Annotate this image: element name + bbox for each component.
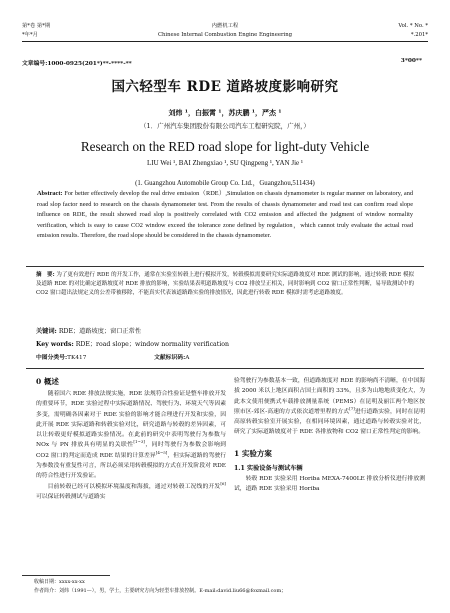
clc-value: TK417 [67,355,87,361]
footnote-received: 收稿日期：xxxx-xx-xx [34,579,85,585]
english-keywords-text: RDE；road slope；window normality verification [75,341,229,348]
english-abstract-label: Abstract: [37,190,63,197]
chinese-abstract-label: 摘 要: [36,272,55,278]
article-number: 文章编号:1000-0925(201*)**-****-** [22,61,132,67]
clc-label: 中图分类号: [36,355,68,361]
footnote-rule [22,575,110,576]
english-keywords [36,339,414,348]
header-journal-cn: 内燃机工程 [211,23,239,29]
chinese-abstract [36,271,414,299]
doc-code-label: 文献标识码: [154,355,186,361]
chinese-keywords-label: 关键词: [36,328,57,335]
overview-paragraph-1: 随着国六 RDE 排放法规实施，RDE 法规符合性验证是整车排放开发的重要环节，RDE 实验过程中实际道路情况、驾驶行为、环境天气等因素多变，需明确各因素对于 RDE 实验的影响才能合理进行开发和实验，因此开展 RDE 实际道路和转毂实验对比，研究道路与转毂的差异因素，可以让转毂更好模拟道路实验情况。在此前的研究中表明驾驶行为参数与 NOx 与 PN 排放具有明显的关联性[1~3]，同时驾驶行为参数会影响到 CO2 窗口的判定而造成 RDE 结果的计算差异[4~5]，但实际道路的驾驶行为参数没有重复性可言，所以必须采用转毂模拟的方式在开发阶段对 RDE 的符合性进行开发验证。 [36,391,226,480]
footnote-author-info: 作者简介：刘炜（1991—），男，学士，主要研究方向为轻型车排放控制。E-mail:david.liu66@foxmail.com； [34,588,287,594]
section-heading-overview: 0 概述 [36,377,59,386]
english-authors: LIU Wei ¹, BAI Zhengxiao ¹, SU Qingpeng ¹, YAN Jie ¹ [147,159,303,167]
chinese-authors: 刘炜 ¹，白振霄 ¹，苏庆鹏 ¹，严杰 ¹ [168,108,282,117]
citation-1-3: [1~3] [133,439,145,445]
chinese-keywords-text: RDE；道路坡度；窗口正常性 [58,328,142,335]
header-volume-en: Vol. * No. * [398,23,428,29]
header-rule [22,41,428,42]
section-heading-experiment: 1 实验方案 [234,448,272,458]
header-date-cn: *年*月 [22,32,38,38]
page-code: 3*00** [400,58,422,64]
equipment-paragraph: 转毂 RDE 实验采用 Horiba MEXA-7400LE 排放分析仪进行排放测试，道路 RDE 实验采用 Horiba [234,475,425,493]
header-date-en: *.201* [410,32,428,38]
right-column [234,376,425,494]
left-column [36,376,226,502]
citation-7: [7] [349,405,355,411]
doc-code-value: A [185,355,190,361]
overview-paragraph-continued: 验驾驶行为参数基本一致，但道路坡度对 RDE 的影响尚不清晰，在中国海拔 2000 米以上地区面积占国土面积的 33%，且多为山地地质变化大，为此本文使用便携式车载排放测量系统（PEMS）在昆明及丽江两个地区按照市区-郊区-高速的方式依次道增里程的方式[7]进行道路实验，同时在昆明高原转毂实验室开展实验，在相同环境因素，通过道路与转毂实验对比，研究了实际道路坡度对于 RDE 各排放物和 CO2 窗口正常性判定的影响。 [234,378,425,436]
citation-4-5: [4~5] [155,449,168,455]
chinese-abstract-box [26,266,424,369]
english-abstract-text: For better effectively develop the real drive emission（RDE）,Simulation on chassis dynamometer is regular manner on laboratory, and road slop factor need to research on the chassis dynamometer test. From the results of chassis dynamometer and road test can confirm road slope influence on RDE, the result showed road slop is positively correlated with CO2 emission and affected the judgment of window normality verification, which is easy to cause CO2 window exceed the tolerance zone defined by regulation，which cannot truly evaluate the actual road emission results. Therefore, the road slope should be considered in the chassis dynamometer. [37,190,413,239]
citation-6: [6] [220,480,226,486]
english-title: Research on the RED road slope for light-duty Vehicle [80,139,370,154]
english-keywords-label: Key words: [36,341,74,348]
english-affiliation: (1. Guangzhou Automobile Group Co. Ltd.，Guangzhou,511434) [135,180,315,187]
english-abstract [37,189,413,242]
classification-line [36,352,414,361]
header-journal-en: Chinese Internal Combustion Engine Engineering [157,32,293,38]
subsection-heading-equipment: 1.1 实验设备与测试车辆 [234,464,303,472]
chinese-affiliation: （1．广州汽车集团股份有限公司汽车工程研究院，广州，） [140,122,310,130]
overview-paragraph-2: 目前转毂已经可以模拟环境温度和海拔，通过对转毂工况线的开发[6]可以保证转毂测试与道路实 [36,480,226,500]
chinese-keywords [36,326,414,335]
header-volume-cn: 第*卷 第*期 [22,23,51,29]
chinese-title: 国六轻型车 RDE 道路坡度影响研究 [111,79,339,95]
chinese-abstract-text: 为了更有效进行 RDE 的开发工作，通常在实验室转毂上进行模拟开发，转毂模拟需要研究实际道路坡度对 RDE 测试的影响，通过转毂 RDE 模拟及道路 RDE 的对比确定道路坡度对 RDE 排放的影响，实验结果表明道路坡度与 CO2 排放呈正相关，同时影响到 CO2 窗口正常性判断，易导致测试中的 CO2 窗口超出法规定义的公差带被移除，不能真实代表该道路路实验的排放情况，因此进行转毂 RDE 模拟时需考虑道路坡度。 [36,272,415,297]
